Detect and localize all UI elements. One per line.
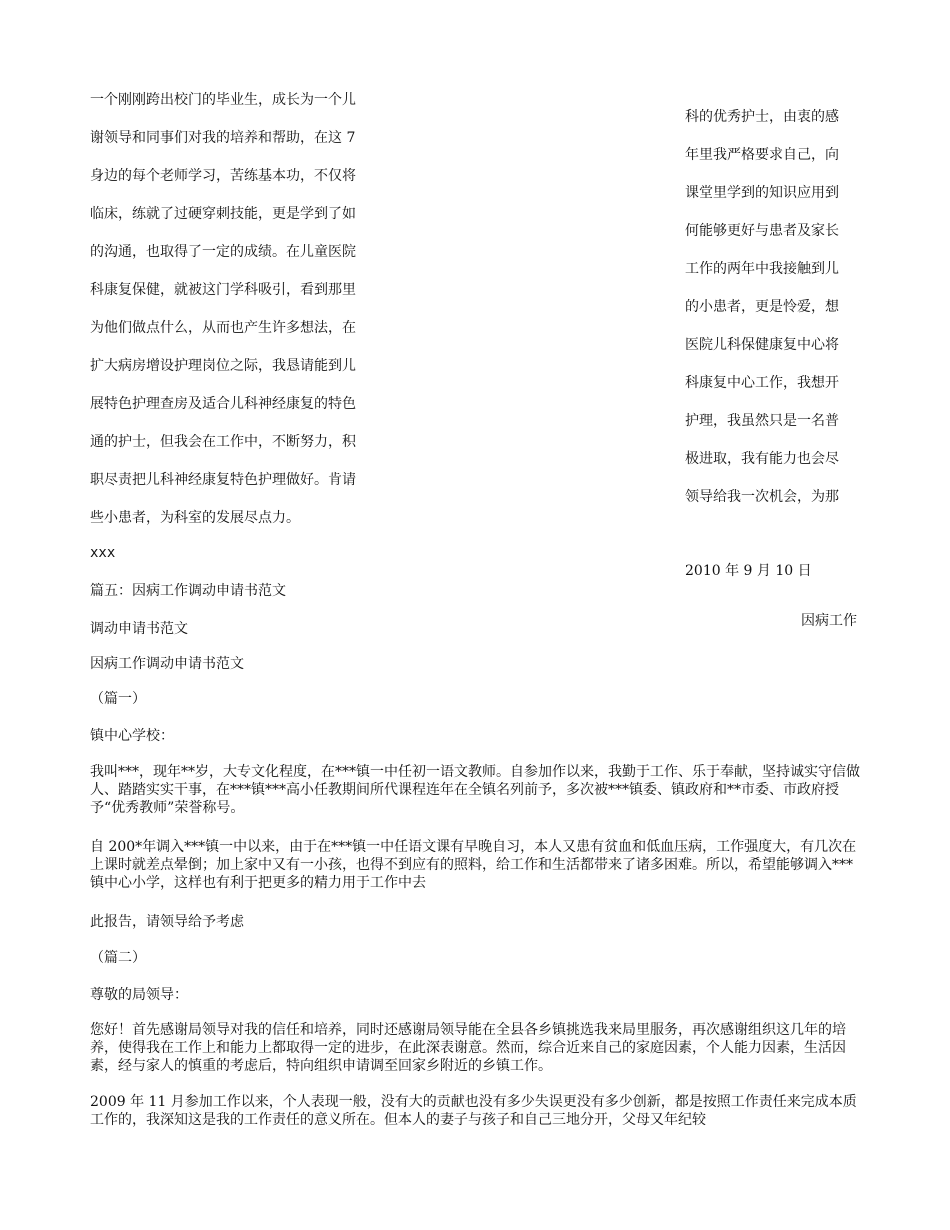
right-line: 科康复中心工作，我想开 [685, 375, 839, 391]
left-line: 谢领导和同事们对我的培养和帮助，在这 7 [90, 130, 356, 146]
subtitle: 因病工作调动申请书范文 [90, 656, 244, 672]
paragraph: 我叫***，现年**岁，大专文化程度，在***镇一中任初一语文教师。自参加作以来，我勤于工作、乐于奉献，坚持诚实守信做人、踏踏实实干事，在***镇***高小任教期间所代课程连年在全镇名列前予，多次被***镇委、镇政府和**市委、市政府授予“优秀教师”荣誉称号。 [90, 764, 860, 816]
right-line: 年里我严格要求自己，向 [685, 147, 839, 163]
right-line: 极进取，我有能力也会尽 [685, 451, 839, 467]
left-line: 职尽责把儿科神经康复特色护理做好。肯请 [90, 472, 356, 488]
closing: 此报告，请领导给予考虑 [90, 914, 244, 930]
left-line: 临床，练就了过硬穿刺技能，更是学到了如 [90, 206, 356, 222]
left-line: 科康复保健，就被这门学科吸引，看到那里 [90, 282, 356, 298]
left-line: 身边的每个老师学习，苦练基本功，不仅将 [90, 168, 356, 184]
addressee: 尊敬的局领导： [90, 987, 188, 1003]
right-note: 因病工作 [801, 613, 857, 629]
left-line: 通的护士，但我会在工作中，不断努力，积 [90, 434, 356, 450]
right-line: 医院儿科保健康复中心将 [685, 337, 839, 353]
left-line: 一个刚刚跨出校门的毕业生，成长为一个儿 [90, 92, 356, 108]
signature: xxx [90, 545, 116, 561]
paragraph: 自 200*年调入***镇一中以来，由于在***镇一中任语文课有早晚自习，本人又患有贫血和低血压病，工作强度大，有几次在上课时就差点晕倒；加上家中又有一小孩，也得不到应有的照料，给工作和生活都带来了诸多困难。所以，希望能够调入***镇中心小学，这样也有利于把更多的精力用于工作中去 [90, 839, 857, 891]
left-line: 的沟通，也取得了一定的成绩。在儿童医院 [90, 244, 356, 260]
right-line: 课堂里学到的知识应用到 [685, 185, 839, 201]
paragraph: 您好！首先感谢局领导对我的信任和培养，同时还感谢局领导能在全县各乡镇挑选我来局里服务，再次感谢组织这几年的培养，使得我在工作上和能力上都取得一定的进步，在此深表谢意。然而，综合近来自己的家庭因素，个人能力因素，生活因素，经与家人的慎重的考虑后，特向组织申请调至回家乡附近的乡镇工作。 [90, 1022, 846, 1074]
right-line: 科的优秀护士，由衷的感 [685, 109, 839, 125]
paragraph: 2009 年 11 月参加工作以来，个人表现一般，没有大的贡献也没有多少失误更没有多少创新，都是按照工作责任来完成本质工作的，我深知这是我的工作责任的意义所在。但本人的妻子与孩子和自己三地分开，父母又年纪较 [90, 1094, 857, 1128]
right-line: 护理，我虽然只是一名普 [685, 413, 839, 429]
date: 2010 年 9 月 10 日 [685, 563, 812, 579]
right-line: 领导给我一次机会，为那 [685, 489, 839, 505]
right-line: 工作的两年中我接触到儿 [685, 261, 839, 277]
part-label: （篇一） [90, 691, 146, 707]
addressee: 镇中心学校： [90, 728, 174, 744]
right-line: 的小患者，更是怜爱，想 [685, 299, 839, 315]
section-title: 篇五：因病工作调动申请书范文 [90, 583, 286, 599]
subtitle: 调动申请书范文 [90, 621, 188, 637]
left-line: 为他们做点什么，从而也产生许多想法，在 [90, 320, 356, 336]
left-line: 展特色护理查房及适合儿科神经康复的特色 [90, 396, 356, 412]
left-line: 些小患者，为科室的发展尽点力。 [90, 510, 300, 526]
right-line: 何能够更好与患者及家长 [685, 223, 839, 239]
part-label: （篇二） [90, 950, 146, 966]
left-line: 扩大病房增设护理岗位之际，我恳请能到儿 [90, 358, 356, 374]
